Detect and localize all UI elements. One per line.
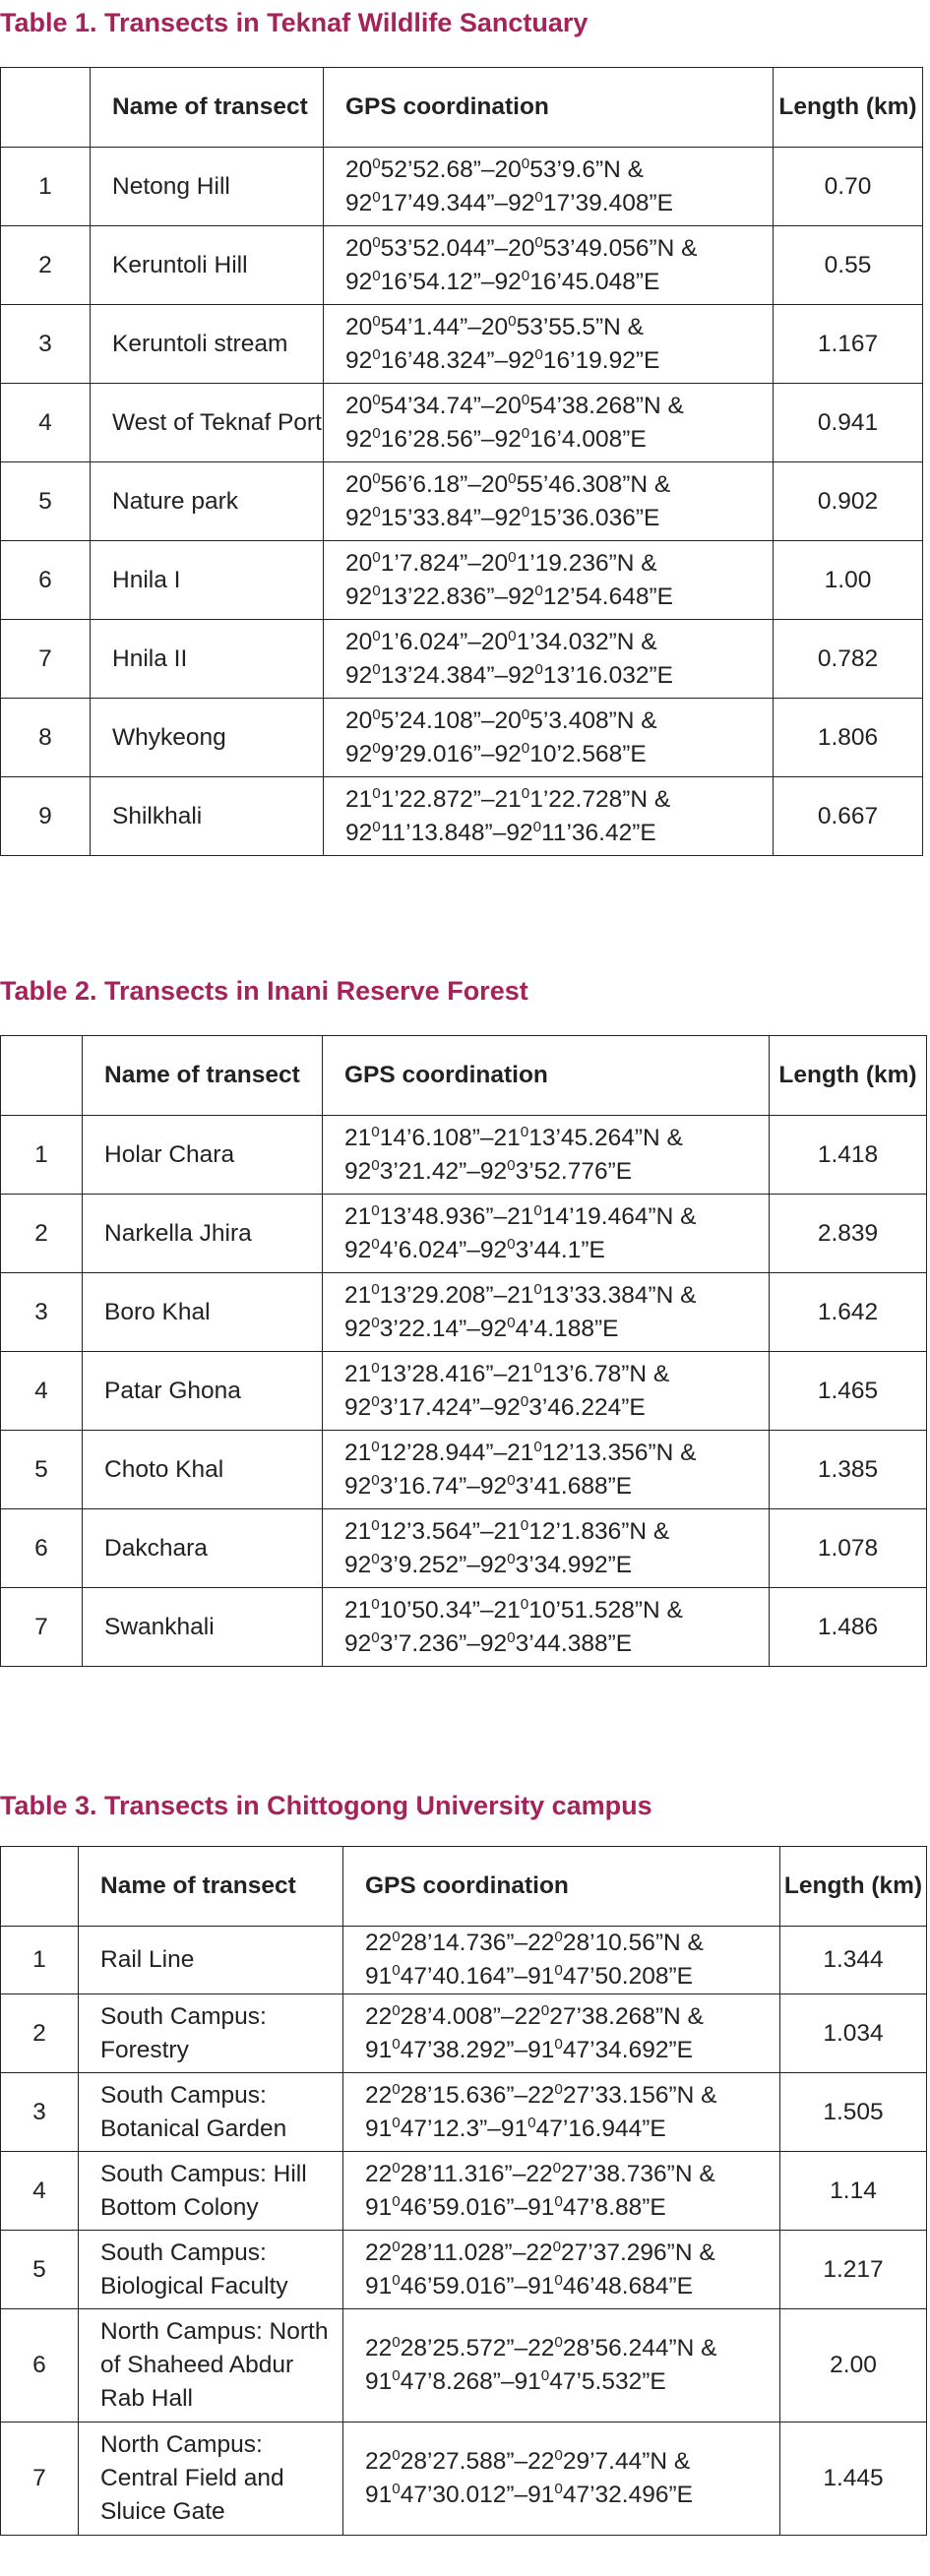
degree-superscript: 0: [507, 1156, 516, 1174]
gps-longitude-range: $92^03’7.236”-92^03’44.388”E$: [344, 1628, 633, 1657]
gps-longitude-range: $92^03’22.14”-92^04’4.188”E$: [344, 1314, 619, 1342]
gps-longitude-range: $92^03’16.74”-92^03’41.688”E$: [344, 1471, 633, 1500]
degree-superscript: 0: [534, 345, 543, 363]
header-name: Name of transect: [79, 1847, 343, 1927]
degree-superscript: 0: [521, 267, 530, 284]
degree-superscript: 0: [520, 1392, 529, 1410]
table-row: [1, 305, 923, 384]
degree-superscript: 0: [508, 627, 517, 644]
degree-superscript: 0: [372, 345, 381, 363]
degree-superscript: 0: [554, 2192, 563, 2210]
transect-name: Choto Khal: [83, 1431, 323, 1509]
degree-superscript: 0: [533, 1280, 542, 1298]
degree-superscript: 0: [392, 2001, 401, 2019]
gps-coordinates: [323, 1352, 770, 1431]
degree-superscript: 0: [540, 2001, 550, 2019]
table-row: [1, 2073, 927, 2152]
degree-superscript: 0: [554, 1961, 563, 1979]
transect-length: 0.55: [774, 226, 923, 305]
degree-superscript: 0: [521, 784, 530, 802]
transect-length: 1.078: [770, 1509, 927, 1588]
transect-name: North Campus: Central Field and Sluice Gate: [79, 2423, 343, 2536]
transect-name: Hnila I: [91, 541, 324, 620]
header-length: Length (km): [780, 1847, 927, 1927]
table-row: [1, 2231, 927, 2309]
transect-name: South Campus: Hill Bottom Colony: [79, 2152, 343, 2231]
gps-coordinates: [324, 462, 774, 541]
degree-superscript: 0: [392, 2480, 401, 2497]
gps-longitude-range: $91^046’59.016”-91^046’48.684”E$: [365, 2271, 693, 2300]
gps-longitude-range: $92^03’17.424”-92^03’46.224”E$: [344, 1392, 646, 1421]
gps-latitude-range: $20^054’1.44”-20^053’55.5”N$ &: [345, 312, 644, 340]
table-row: [1, 1352, 927, 1431]
row-number: 4: [1, 2152, 79, 2231]
gps-longitude-range: $92^04’6.024”-92^03’44.1”E$: [344, 1235, 605, 1263]
gps-latitude-range: $21^013’29.208”-21^013’33.384”N$ &: [344, 1280, 697, 1309]
degree-superscript: 0: [371, 1156, 380, 1174]
table-row: [1, 1273, 927, 1352]
degree-superscript: 0: [554, 2035, 563, 2053]
transect-name: Keruntoli Hill: [91, 226, 324, 305]
row-number: 7: [1, 1588, 83, 1667]
degree-superscript: 0: [533, 1201, 542, 1219]
gps-latitude-range: $22^028’15.636”-22^027’33.156”N$ &: [365, 2080, 717, 2109]
row-number: 9: [1, 777, 91, 856]
gps-latitude-range: $22^028’4.008”-22^027’38.268”N$ &: [365, 2001, 704, 2030]
degree-superscript: 0: [372, 469, 381, 487]
gps-latitude-range: $20^054’34.74”-20^054’38.268”N$ &: [345, 391, 684, 419]
degree-superscript: 0: [554, 2480, 563, 2497]
degree-superscript: 0: [533, 1438, 542, 1455]
degree-superscript: 0: [371, 1628, 380, 1646]
gps-coordinates: [324, 226, 774, 305]
gps-longitude-range: $91^047’40.164”-91^047’50.208”E$: [365, 1961, 693, 1990]
gps-coordinates: [343, 2423, 780, 2536]
row-number: 4: [1, 1352, 83, 1431]
transect-length: 0.667: [774, 777, 923, 856]
table-row: [1, 384, 923, 462]
gps-coordinates: [343, 2309, 780, 2423]
table-header-row: [1, 1036, 927, 1116]
row-number: 5: [1, 462, 91, 541]
gps-longitude-range: $92^015’33.84”-92^015’36.036”E$: [345, 503, 660, 531]
gps-longitude-range: $92^013’22.836”-92^012’54.648”E$: [345, 582, 673, 610]
transect-length: 0.941: [774, 384, 923, 462]
gps-longitude-range: $92^03’21.42”-92^03’52.776”E$: [344, 1156, 633, 1185]
degree-superscript: 0: [372, 548, 381, 566]
gps-coordinates: [324, 541, 774, 620]
transect-length: 0.902: [774, 462, 923, 541]
degree-superscript: 0: [533, 1359, 542, 1377]
gps-coordinates: [323, 1116, 770, 1195]
degree-superscript: 0: [554, 2080, 563, 2098]
transect-length: 0.782: [774, 620, 923, 699]
gps-latitude-range: $20^056’6.18”-20^055’46.308”N$ &: [345, 469, 671, 498]
row-number: 6: [1, 541, 91, 620]
degree-superscript: 0: [371, 1314, 380, 1331]
gps-longitude-range: $92^03’9.252”-92^03’34.992”E$: [344, 1550, 633, 1578]
table-header-row: [1, 1847, 927, 1927]
degree-superscript: 0: [521, 154, 530, 172]
degree-superscript: 0: [371, 1359, 380, 1377]
row-number: 2: [1, 1994, 79, 2073]
degree-superscript: 0: [392, 2238, 401, 2255]
degree-superscript: 0: [521, 391, 530, 408]
degree-superscript: 0: [534, 233, 543, 251]
degree-superscript: 0: [371, 1438, 380, 1455]
transect-length: 2.00: [780, 2309, 927, 2423]
gps-longitude-range: $91^047’30.012”-91^047’32.496”E$: [365, 2480, 693, 2508]
table-1: [0, 67, 923, 856]
gps-coordinates: [323, 1273, 770, 1352]
degree-superscript: 0: [508, 548, 517, 566]
degree-superscript: 0: [508, 312, 517, 330]
degree-superscript: 0: [372, 312, 381, 330]
gps-longitude-range: $91^047’38.292”-91^047’34.692”E$: [365, 2035, 693, 2063]
row-number: 3: [1, 1273, 83, 1352]
gps-longitude-range: $91^047’12.3”-91^047’16.944”E$: [365, 2114, 666, 2142]
degree-superscript: 0: [372, 154, 381, 172]
row-number: 1: [1, 1927, 79, 1994]
degree-superscript: 0: [372, 233, 381, 251]
degree-superscript: 0: [392, 2271, 401, 2289]
degree-superscript: 0: [507, 1628, 516, 1646]
table-row: [1, 699, 923, 777]
transect-name: Whykeong: [91, 699, 324, 777]
table-row: [1, 1588, 927, 1667]
gps-coordinates: [324, 384, 774, 462]
header-name: Name of transect: [83, 1036, 323, 1116]
gps-coordinates: [343, 2152, 780, 2231]
transect-name: Rail Line: [79, 1927, 343, 1994]
transect-length: 1.486: [770, 1588, 927, 1667]
table-3-body: [1, 1927, 927, 2536]
degree-superscript: 0: [372, 784, 381, 802]
degree-superscript: 0: [372, 582, 381, 599]
gps-latitude-range: $21^013’48.936”-21^014’19.464”N$ &: [344, 1201, 697, 1230]
transect-length: 1.806: [774, 699, 923, 777]
table-row: [1, 1994, 927, 2073]
transect-name: South Campus: Botanical Garden: [79, 2073, 343, 2152]
row-number: 8: [1, 699, 91, 777]
gps-coordinates: [324, 620, 774, 699]
transect-name: Netong Hill: [91, 148, 324, 226]
degree-superscript: 0: [392, 1928, 401, 1945]
table-row: [1, 1509, 927, 1588]
gps-coordinates: [343, 1994, 780, 2073]
degree-superscript: 0: [392, 2446, 401, 2464]
transect-length: 1.217: [780, 2231, 927, 2309]
table-row: [1, 1927, 927, 1994]
degree-superscript: 0: [371, 1471, 380, 1489]
gps-coordinates: [323, 1195, 770, 1273]
gps-latitude-range: $22^028’11.028”-22^027’37.296”N$ &: [365, 2238, 715, 2266]
gps-longitude-range: $92^016’28.56”-92^016’4.008”E$: [345, 424, 647, 453]
gps-latitude-range: $21^012’3.564”-21^012’1.836”N$ &: [344, 1516, 670, 1545]
transect-length: 1.418: [770, 1116, 927, 1195]
degree-superscript: 0: [392, 2035, 401, 2053]
header-no: [1, 1036, 83, 1116]
transect-length: 1.465: [770, 1352, 927, 1431]
table-row: [1, 462, 923, 541]
table-2-caption: Table 2. Transects in Inani Reserve Forest: [0, 976, 528, 1006]
degree-superscript: 0: [507, 1471, 516, 1489]
gps-coordinates: [323, 1431, 770, 1509]
transect-name: Swankhali: [83, 1588, 323, 1667]
transect-length: 0.70: [774, 148, 923, 226]
degree-superscript: 0: [552, 2238, 562, 2255]
degree-superscript: 0: [554, 2446, 563, 2464]
transect-name: Dakchara: [83, 1509, 323, 1588]
transect-length: 1.00: [774, 541, 923, 620]
row-number: 4: [1, 384, 91, 462]
gps-latitude-range: $22^028’14.736”-22^028’10.56”N$ &: [365, 1928, 704, 1956]
header-gps: GPS coordination: [323, 1036, 770, 1116]
row-number: 2: [1, 1195, 83, 1273]
degree-superscript: 0: [372, 267, 381, 284]
gps-longitude-range: $91^046’59.016”-91^047’8.88”E$: [365, 2192, 666, 2221]
table-2: [0, 1035, 927, 1667]
degree-superscript: 0: [521, 503, 530, 521]
transect-length: 1.344: [780, 1927, 927, 1994]
degree-superscript: 0: [372, 391, 381, 408]
header-no: [1, 68, 91, 148]
degree-superscript: 0: [507, 1235, 516, 1253]
degree-superscript: 0: [392, 2159, 401, 2177]
degree-superscript: 0: [534, 660, 543, 678]
table-row: [1, 2309, 927, 2423]
table-header-row: [1, 68, 923, 148]
transect-name: North Campus: North of Shaheed Abdur Rab Hall: [79, 2309, 343, 2423]
gps-latitude-range: $21^012’28.944”-21^012’13.356”N$ &: [344, 1438, 697, 1466]
gps-coordinates: [343, 2231, 780, 2309]
row-number: 1: [1, 148, 91, 226]
transect-length: 1.642: [770, 1273, 927, 1352]
degree-superscript: 0: [392, 2333, 401, 2351]
degree-superscript: 0: [372, 627, 381, 644]
degree-superscript: 0: [507, 1314, 516, 1331]
header-length: Length (km): [774, 68, 923, 148]
gps-latitude-range: $20^01’6.024”-20^01’34.032”N$ &: [345, 627, 657, 655]
degree-superscript: 0: [372, 739, 381, 757]
row-number: 3: [1, 305, 91, 384]
transect-name: Boro Khal: [83, 1273, 323, 1352]
row-number: 2: [1, 226, 91, 305]
transect-name: West of Teknaf Port: [91, 384, 324, 462]
transect-name: Patar Ghona: [83, 1352, 323, 1431]
degree-superscript: 0: [520, 1123, 529, 1140]
degree-superscript: 0: [371, 1235, 380, 1253]
degree-superscript: 0: [372, 818, 381, 835]
degree-superscript: 0: [540, 2366, 550, 2384]
degree-superscript: 0: [527, 2114, 536, 2131]
gps-latitude-range: $22^028’11.316”-22^027’38.736”N$ &: [365, 2159, 715, 2187]
gps-latitude-range: $21^013’28.416”-21^013’6.78”N$ &: [344, 1359, 670, 1387]
row-number: 7: [1, 620, 91, 699]
degree-superscript: 0: [554, 1928, 563, 1945]
transect-length: 2.839: [770, 1195, 927, 1273]
gps-coordinates: [323, 1509, 770, 1588]
gps-latitude-range: $21^010’50.34”-21^010’51.528”N$ &: [344, 1595, 683, 1624]
gps-coordinates: [324, 777, 774, 856]
row-number: 1: [1, 1116, 83, 1195]
transect-length: 1.385: [770, 1431, 927, 1509]
degree-superscript: 0: [552, 2159, 562, 2177]
degree-superscript: 0: [371, 1123, 380, 1140]
table-row: [1, 226, 923, 305]
table-row: [1, 1116, 927, 1195]
degree-superscript: 0: [554, 2333, 563, 2351]
table-row: [1, 541, 923, 620]
gps-latitude-range: $20^01’7.824”-20^01’19.236”N$ &: [345, 548, 657, 577]
degree-superscript: 0: [392, 2080, 401, 2098]
table-1-caption: Table 1. Transects in Teknaf Wildlife Sanctuary: [0, 8, 589, 37]
degree-superscript: 0: [520, 1516, 529, 1534]
transect-name: Keruntoli stream: [91, 305, 324, 384]
degree-superscript: 0: [372, 424, 381, 442]
transect-length: 1.505: [780, 2073, 927, 2152]
gps-longitude-range: $92^09’29.016”-92^010’2.568”E$: [345, 739, 647, 767]
transect-length: 1.034: [780, 1994, 927, 2073]
table-row: [1, 1195, 927, 1273]
gps-longitude-range: $91^047’8.268”-91^047’5.532”E$: [365, 2366, 666, 2395]
gps-coordinates: [323, 1588, 770, 1667]
gps-longitude-range: $92^013’24.384”-92^013’16.032”E$: [345, 660, 673, 689]
header-length: Length (km): [770, 1036, 927, 1116]
gps-longitude-range: $92^017’49.344”-92^017’39.408”E$: [345, 188, 673, 216]
degree-superscript: 0: [371, 1595, 380, 1613]
degree-superscript: 0: [521, 705, 530, 723]
degree-superscript: 0: [532, 818, 542, 835]
table-row: [1, 1431, 927, 1509]
degree-superscript: 0: [371, 1280, 380, 1298]
degree-superscript: 0: [372, 660, 381, 678]
degree-superscript: 0: [521, 739, 530, 757]
degree-superscript: 0: [371, 1550, 380, 1567]
transect-name: Narkella Jhira: [83, 1195, 323, 1273]
row-number: 3: [1, 2073, 79, 2152]
gps-latitude-range: $20^052’52.68”-20^053’9.6”N$ &: [345, 154, 644, 183]
degree-superscript: 0: [372, 188, 381, 206]
gps-coordinates: [324, 305, 774, 384]
table-row: [1, 2152, 927, 2231]
degree-superscript: 0: [534, 188, 543, 206]
gps-coordinates: [324, 699, 774, 777]
table-3: [0, 1846, 927, 2536]
transect-name: Hnila II: [91, 620, 324, 699]
degree-superscript: 0: [371, 1392, 380, 1410]
gps-longitude-range: $92^016’48.324”-92^016’19.92”E$: [345, 345, 660, 374]
gps-latitude-range: $22^028’25.572”-22^028’56.244”N$ &: [365, 2333, 717, 2361]
table-3-caption: Table 3. Transects in Chittogong University campus: [0, 1791, 652, 1820]
degree-superscript: 0: [534, 582, 543, 599]
gps-coordinates: [343, 2073, 780, 2152]
degree-superscript: 0: [392, 2192, 401, 2210]
degree-superscript: 0: [392, 1961, 401, 1979]
degree-superscript: 0: [372, 705, 381, 723]
degree-superscript: 0: [554, 2271, 563, 2289]
header-name: Name of transect: [91, 68, 324, 148]
degree-superscript: 0: [507, 1550, 516, 1567]
gps-latitude-range: $21^014’6.108”-21^013’45.264”N$ &: [344, 1123, 683, 1151]
header-no: [1, 1847, 79, 1927]
degree-superscript: 0: [392, 2366, 401, 2384]
transect-name: Holar Chara: [83, 1116, 323, 1195]
transect-name: Shilkhali: [91, 777, 324, 856]
gps-longitude-range: $92^016’54.12”-92^016’45.048”E$: [345, 267, 660, 295]
gps-latitude-range: $21^01’22.872”-21^01’22.728”N$ &: [345, 784, 671, 813]
degree-superscript: 0: [371, 1516, 380, 1534]
degree-superscript: 0: [520, 1595, 529, 1613]
table-row: [1, 620, 923, 699]
degree-superscript: 0: [392, 2114, 401, 2131]
row-number: 7: [1, 2423, 79, 2536]
gps-coordinates: [324, 148, 774, 226]
gps-latitude-range: $22^028’27.588”-22^029’7.44”N$ &: [365, 2446, 691, 2475]
table-row: [1, 2423, 927, 2536]
degree-superscript: 0: [371, 1201, 380, 1219]
degree-superscript: 0: [521, 424, 530, 442]
row-number: 5: [1, 1431, 83, 1509]
table-row: [1, 148, 923, 226]
row-number: 6: [1, 2309, 79, 2423]
transect-name: South Campus: Forestry: [79, 1994, 343, 2073]
gps-latitude-range: $20^05’24.108”-20^05’3.408”N$ &: [345, 705, 657, 734]
header-gps: GPS coordination: [343, 1847, 780, 1927]
degree-superscript: 0: [372, 503, 381, 521]
gps-coordinates: [343, 1927, 780, 1994]
gps-longitude-range: $92^011’13.848”-92^011’36.42”E$: [345, 818, 656, 846]
header-gps: GPS coordination: [324, 68, 774, 148]
degree-superscript: 0: [508, 469, 517, 487]
row-number: 5: [1, 2231, 79, 2309]
transect-name: Nature park: [91, 462, 324, 541]
transect-length: 1.445: [780, 2423, 927, 2536]
table-2-body: [1, 1116, 927, 1667]
transect-length: 1.167: [774, 305, 923, 384]
transect-name: South Campus: Biological Faculty: [79, 2231, 343, 2309]
row-number: 6: [1, 1509, 83, 1588]
table-1-body: [1, 148, 923, 856]
transect-length: 1.14: [780, 2152, 927, 2231]
gps-latitude-range: $20^053’52.044”-20^053’49.056”N$ &: [345, 233, 698, 262]
table-row: [1, 777, 923, 856]
